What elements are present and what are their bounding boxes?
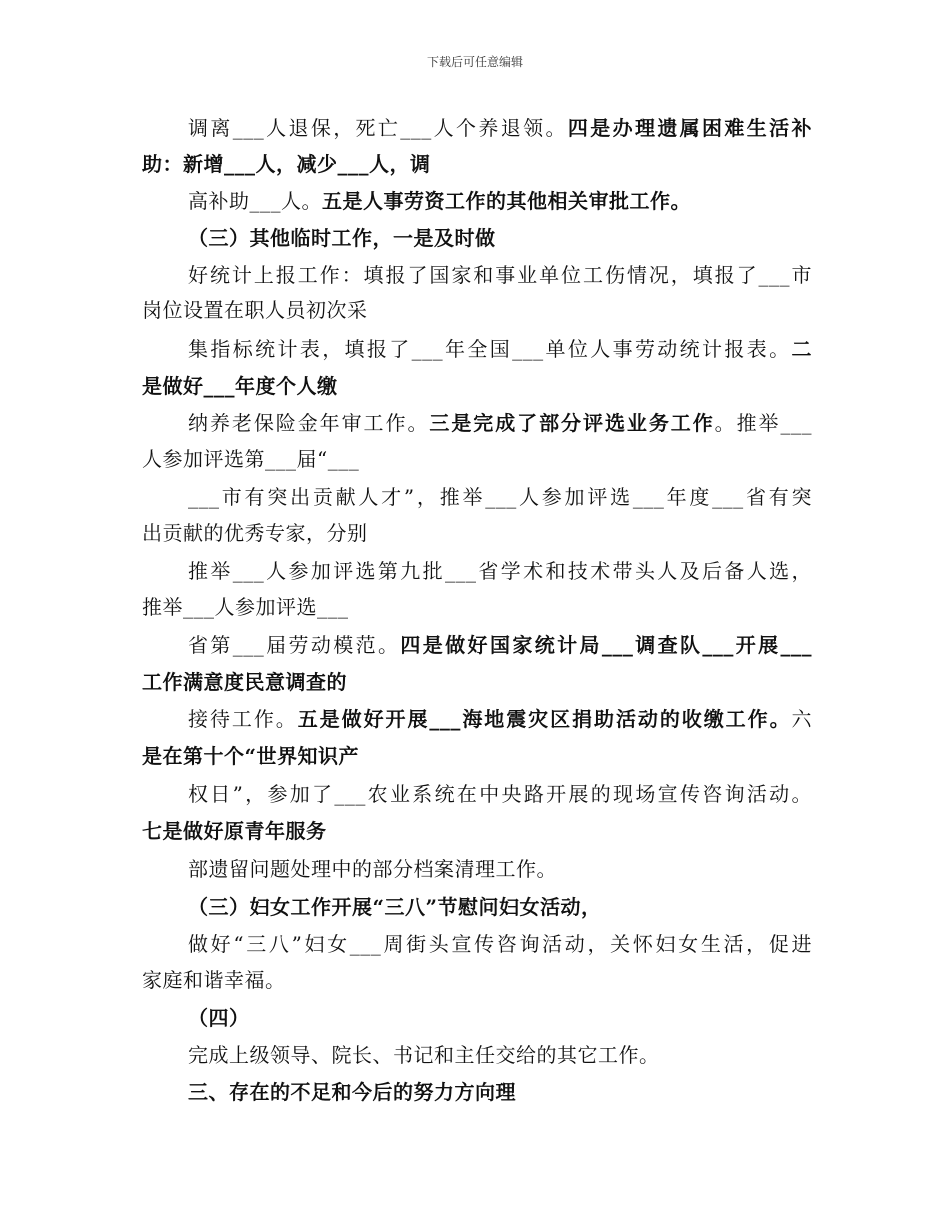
text-segment: 纳养老保险金年审工作。	[188, 411, 430, 435]
text-line	[188, 1078, 812, 1106]
text-line	[188, 261, 812, 289]
text-segment: 做好“三八”妇女___周街头宣传咨询活动，关怀妇女生活，促进	[188, 932, 812, 956]
bold-text-segment: （三）妇女工作开展“三八”节慰问妇女活动，	[188, 895, 602, 919]
text-line	[188, 855, 812, 883]
text-segment: 省第___届劳动模范。	[188, 633, 401, 657]
bold-text-segment: 三是完成了部分评选业务工作	[429, 411, 715, 435]
bold-text-segment: （三）其他临时工作，一是及时做	[188, 226, 496, 250]
text-segment: 六	[791, 707, 813, 731]
text-segment: 岗位设置在职人员初次采	[142, 298, 368, 322]
text-line	[188, 409, 812, 437]
bold-text-segment: 是在第十个“世界知识产	[142, 744, 360, 768]
text-segment: 调离___人退保，死亡___人个养退领。	[188, 116, 568, 140]
text-line	[142, 966, 812, 994]
text-line	[142, 593, 812, 621]
text-segment: 高补助___人。	[188, 189, 322, 213]
text-line	[188, 1041, 812, 1069]
text-line	[142, 445, 812, 473]
text-line	[188, 930, 812, 958]
text-segment: 人参加评选第___届“___	[142, 447, 360, 471]
text-segment: 。推举___	[714, 411, 813, 435]
text-segment: 推举___人参加评选___	[142, 595, 349, 619]
bold-text-segment: （四）	[188, 1006, 250, 1030]
text-line	[142, 817, 812, 845]
page-header: 下载后可任意编辑	[426, 55, 523, 69]
text-line	[188, 705, 812, 733]
text-line	[188, 893, 812, 921]
text-line	[188, 557, 812, 585]
bold-text-segment: 四是做好国家统计局___调查队___开展___	[400, 633, 813, 657]
text-segment: 好统计上报工作：填报了国家和事业单位工伤情况，填报了___市	[188, 263, 812, 287]
text-line	[188, 631, 812, 659]
text-segment: ___市有突出贡献人才”，推举___人参加评选___年度___省有突	[188, 485, 812, 509]
text-line	[142, 150, 812, 178]
text-segment: 家庭和谐幸福。	[142, 968, 286, 992]
text-line	[188, 335, 812, 363]
bold-text-segment: 二	[791, 337, 812, 361]
text-segment: 集指标统计表，填报了___年全国___单位人事劳动统计报表。	[188, 337, 792, 361]
text-line	[188, 483, 812, 511]
text-segment: 推举___人参加评选第九批___省学术和技术带头人及后备人选，	[188, 559, 812, 583]
text-line	[142, 742, 812, 770]
text-line	[188, 1004, 812, 1032]
bold-text-segment: 七是做好原青年服务	[142, 819, 327, 843]
bold-text-segment: 五是做好开展___海地震灾区捐助活动的收缴工作。	[297, 707, 792, 731]
bold-text-segment: 是做好___年度个人缴	[142, 374, 338, 398]
text-segment: 接待工作。	[188, 707, 298, 731]
bold-text-segment: 助：新增___人，减少___人，调	[142, 152, 431, 176]
text-segment: 完成上级领导、院长、书记和主任交给的其它工作。	[188, 1043, 660, 1067]
text-line	[142, 296, 812, 324]
bold-text-segment: 工作满意度民意调查的	[142, 670, 347, 694]
text-line	[188, 780, 812, 808]
bold-text-segment: 五是人事劳资工作的其他相关审批工作。	[322, 189, 691, 213]
text-line	[188, 114, 812, 142]
text-line	[188, 224, 812, 252]
text-line	[142, 519, 812, 547]
text-line	[142, 372, 812, 400]
text-segment: 部遗留问题处理中的部分档案清理工作。	[188, 857, 557, 881]
text-line	[142, 668, 812, 696]
text-segment: 出贡献的优秀专家，分别	[142, 521, 368, 545]
bold-text-segment: 四是办理遗属困难生活补	[567, 116, 813, 140]
text-line	[188, 187, 812, 215]
text-segment: 权日”，参加了___农业系统在中央路开展的现场宣传咨询活动。	[188, 782, 812, 806]
bold-text-segment: 三、存在的不足和今后的努力方向理	[188, 1080, 516, 1104]
